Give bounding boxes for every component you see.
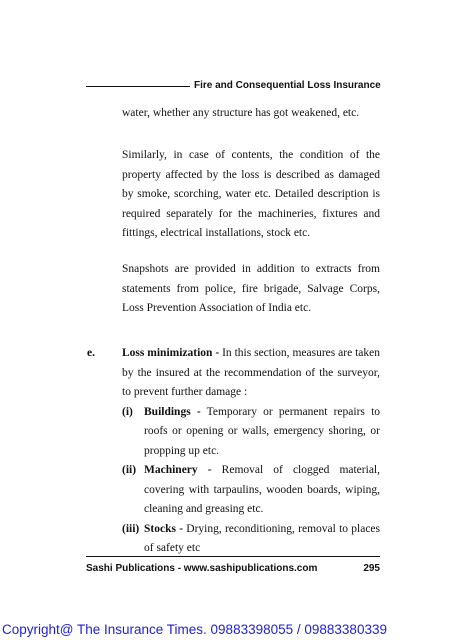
list-item-number: (iii): [122, 522, 140, 535]
paragraph-text: Snapshots are provided in addition to extracts from statements from police, fire brigade, Salvage Corps, Loss Prevention Association of India etc.: [122, 263, 380, 314]
list-item-stocks: [122, 520, 380, 559]
list-item-machinery: [122, 461, 380, 520]
paragraph-contents: [122, 146, 380, 244]
section-loss-minimization: [122, 344, 380, 559]
list-item-heading: Stocks -: [144, 522, 184, 535]
paragraph-text: Similarly, in case of contents, the condition of the property affected by the loss is described as damaged by smoke, scorching, water etc. Detailed description is required separately for the machineries, fixtures and fittings, electrical installations, stock etc.: [122, 149, 380, 239]
list-item-number: (i): [122, 405, 133, 418]
list-item-heading: Buildings -: [144, 405, 201, 418]
list-item-heading: Machinery -: [144, 464, 212, 476]
paragraph-continuation: [122, 104, 380, 124]
list-item-text: Removal of clogged material, covering with tarpaulins, wooden boards, wiping, cleaning and greasing etc.: [144, 464, 380, 515]
section-intro: [122, 344, 380, 403]
footer-publisher: Sashi Publications - www.sashipublications.com: [86, 563, 318, 574]
paragraph-text: water, whether any structure has got weakened, etc.: [122, 107, 360, 119]
list-item-number: (ii): [122, 464, 137, 476]
list-item-text: Drying, reconditioning, removal to places of safety etc: [144, 522, 380, 554]
header-rule: [86, 86, 190, 87]
running-header: Fire and Consequential Loss Insurance: [194, 80, 381, 91]
page-number: 295: [363, 563, 380, 574]
list-item-text: Temporary or permanent repairs to roofs or opening or walls, emergency shoring, or propping up etc.: [144, 405, 381, 457]
footer-rule: [86, 556, 380, 557]
section-heading: Loss minimization -: [122, 347, 220, 359]
copyright-watermark: Copyright@ The Insurance Times. 09883398055 / 09883380339: [2, 622, 387, 637]
list-item-buildings: [122, 403, 380, 462]
section-marker: e.: [87, 347, 95, 359]
section-intro-text: In this section, measures are taken by the insured at the recommendation of the surveyor, to prevent further damage :: [122, 347, 380, 398]
paragraph-snapshots: [122, 260, 380, 319]
